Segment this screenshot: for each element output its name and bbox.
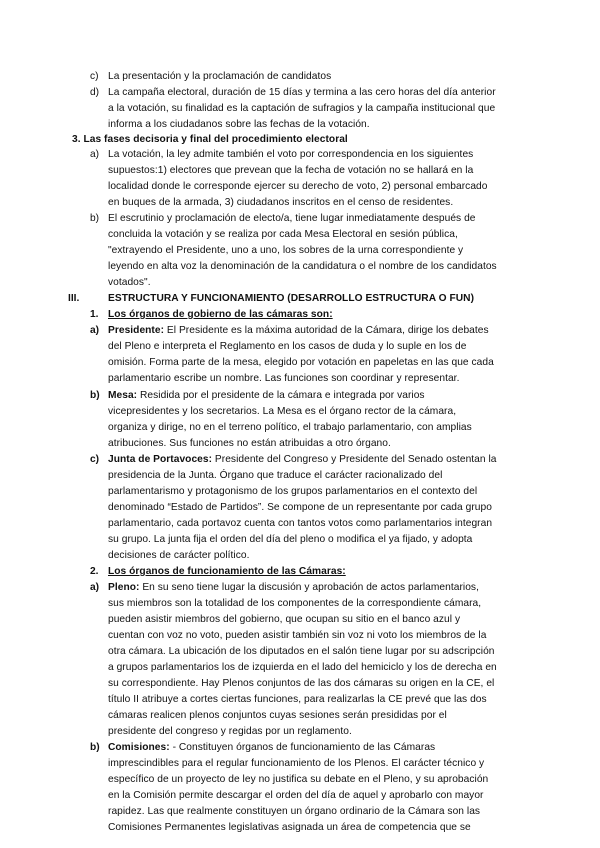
text-line: El escrutinio y proclamación de electo/a, tiene lugar inmediatamente después de [108, 213, 476, 224]
text-line: presidencia de la Junta. Órgano que traduce el carácter racionalizado del [108, 470, 443, 481]
text-line: rapidez. Las que realmente constituyen un órgano ordinario de la Cámara son las [108, 806, 481, 817]
list-marker: c) [90, 454, 100, 465]
text-line: leyendo en alta voz la denominación de la candidatura o el nombre de los candidatos [108, 261, 497, 272]
list-marker: b) [90, 213, 100, 224]
term: Presidente: [108, 325, 165, 336]
list-marker: a) [90, 582, 100, 593]
subsection-number: 2. [90, 566, 99, 577]
text-line: pueden asistir miembros del gobierno, que ocupan su sitio en el banco azul y [108, 614, 461, 625]
text-line: cámaras realicen plenos conjuntos cuyas sesiones serán presididas por el [108, 710, 447, 721]
section-number: III. [68, 293, 80, 304]
text-run: El Presidente es la máxima autoridad de la Cámara, dirige los debates [164, 325, 489, 336]
list-marker: d) [90, 87, 100, 98]
text-line: supuestos:1) electores que prevean que la fecha de votación no se hallará en la [108, 165, 474, 176]
text-line: su correspondiente. Hay Plenos conjuntos de las dos cámaras su origen en la CE, el [108, 678, 495, 689]
text-line: votados". [108, 277, 151, 288]
text-line: parlamentarismo y protagonismo de los grupos parlamentarios en el contexto del [108, 486, 478, 497]
text-line: concluida la votación y se realiza por cada Mesa Electoral en sesión pública, [108, 229, 458, 240]
subsection-heading: Los órganos de gobierno de las cámaras son: [108, 309, 333, 320]
list-marker: c) [90, 71, 99, 82]
text-line: "extrayendo el Presidente, uno a uno, los sobres de la urna correspondiente y [108, 245, 464, 256]
text-line: en buques de la armada, 3) ciudadanos inscritos en el censo de residentes. [108, 197, 454, 208]
term: Mesa: [108, 390, 138, 401]
text-line: presidente del congreso y regidas por un reglamento. [108, 726, 352, 737]
text-line: localidad donde le corresponde ejercer su derecho de voto, 2) personal embarcado [108, 181, 488, 192]
text-line: a la votación, su finalidad es la captación de sufragios y la campaña institucional que [108, 103, 496, 114]
text-run: En su seno tiene lugar la discusión y aprobación de actos parlamentarios, [139, 582, 479, 593]
text-line: La campaña electoral, duración de 15 días y termina a las cero horas del día anterior [108, 87, 496, 98]
text-line: su grupo. La junta fija el orden del día del pleno o modifica el ya fijado, y adopta [108, 534, 473, 545]
text-line [108, 453, 497, 466]
subsection-heading: Los órganos de funcionamiento de las Cámaras: [108, 566, 346, 577]
text-line: omisión. Forma parte de la mesa, elegido por votación en papeletas en las que cada [108, 357, 494, 368]
subsection-number: 1. [90, 309, 99, 320]
text-line: organiza y dirige, no en el terreno político, el trabajo parlamentario, con amplias [108, 422, 472, 433]
text-line: cuentan con voz no voto, pueden asistir también sin voz ni voto los miembros de la [108, 630, 487, 641]
text-run: Presidente del Congreso y Presidente del Senado ostentan la [212, 454, 497, 465]
text-line [108, 389, 425, 402]
list-marker: a) [90, 149, 100, 160]
text-line: específico de un proyecto de ley no justifica su debate en el Pleno, y su aprobación [108, 774, 489, 785]
section-heading: 3. Las fases decisoria y final del procedimiento electoral [72, 134, 348, 145]
text-line: La presentación y la proclamación de candidatos [108, 71, 332, 82]
text-line: parlamentario, cada portavoz cuenta con tantos votos como parlamentarios integran [108, 518, 493, 529]
text-line: en la Comisión permite descargar el orden del día de aquel y aprobarlo con mayor [108, 790, 484, 801]
list-marker: b) [90, 390, 100, 401]
text-line: decisiones de carácter político. [108, 550, 250, 561]
text-line: título II atribuye a cortes ciertas funciones, para realizarlas la CE prevé que las dos [108, 694, 487, 705]
text-line: del Pleno e interpreta el Reglamento en los casos de duda y lo suple en los de [108, 341, 467, 352]
text-line: parlamentario escribe un nombre. Las funciones son coordinar y representar. [108, 373, 460, 384]
text-line: Comisiones Permanentes legislativas asignada un área de competencia que se [108, 822, 471, 833]
term: Pleno: [108, 582, 140, 593]
text-line: denominado “Estado de Partidos”. Se compone de un representante por cada grupo [108, 502, 492, 513]
term: Junta de Portavoces: [108, 454, 213, 465]
text-line: atribuciones. Sus funciones no están atribuidas a otro órgano. [108, 438, 391, 449]
text-run: - Constituyen órganos de funcionamiento de las Cámaras [169, 742, 436, 753]
text-line: sus miembros son la totalidad de los componentes de la correspondiente cámara, [108, 598, 482, 609]
text-line [108, 741, 435, 754]
text-line [108, 324, 489, 337]
list-marker: b) [90, 742, 100, 753]
text-line: imprescindibles para el regular funcionamiento de los Plenos. El carácter técnico y [108, 758, 485, 769]
text-line: informa a los ciudadanos sobre las fechas de la votación. [108, 119, 370, 130]
text-run: Residida por el presidente de la cámara e integrada por varios [137, 390, 425, 401]
text-line: vicepresidentes y los secretarios. La Mesa es el órgano rector de la cámara, [108, 406, 457, 417]
text-line: otra cámara. La ubicación de los diputados en el salón tiene lugar por su adscripción [108, 646, 495, 657]
term: Comisiones: [108, 742, 170, 753]
list-marker: a) [90, 325, 100, 336]
text-line: La votación, la ley admite también el voto por correspondencia en los siguientes [108, 149, 474, 160]
text-line [108, 581, 479, 594]
section-heading: ESTRUCTURA Y FUNCIONAMIENTO (DESARROLLO ESTRUCTURA O FUN) [108, 293, 475, 304]
text-line: a grupos parlamentarios los de izquierda en el lado del hemiciclo y los de derecha en [108, 662, 497, 673]
